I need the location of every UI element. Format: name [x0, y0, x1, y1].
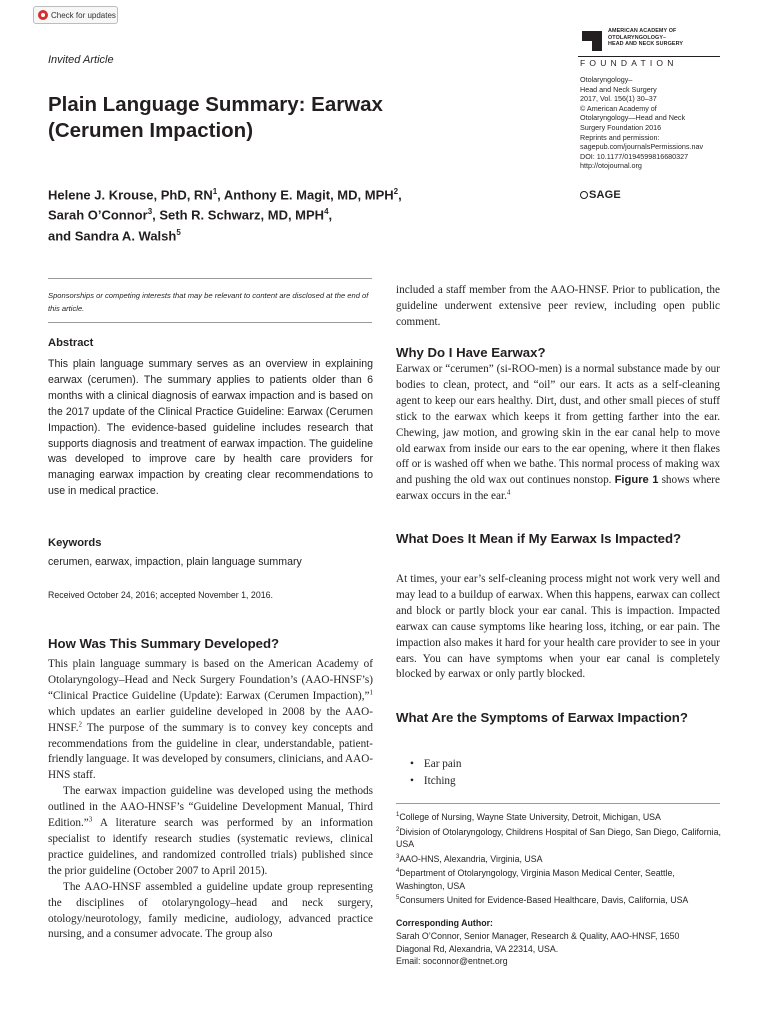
affiliation-text: Consumers United for Evidence-Based Healthcare, Davis, California, USA: [399, 895, 689, 906]
affiliation: [396, 851, 722, 866]
text-run: Earwax or “cerumen” (si-ROO-men) is a normal substance made by our bodies to clean, protect, and “oil” our ears. It acts as a self-cleaning agent to keep our ears healthy. Dirt, dust, and other small pieces of stuff stick to the earwax which keeps it from getting farther into the ear. Chewing, jaw motion, and growing skin in the ear canal help to move old earwax from inside our ears to the ear opening, where it then flakes off or is washed off when we bathe. This normal process of making wax and pushing the old wax out continues nonstop.: [396, 363, 720, 487]
author-name: Seth R. Schwarz, MD, MPH: [159, 207, 325, 223]
paper-title: [48, 92, 508, 144]
sage-label: SAGE: [589, 189, 621, 201]
author-name: and Sandra A. Walsh: [48, 227, 177, 243]
affiliation: [396, 865, 722, 892]
journal-url-link[interactable]: http://otojournal.org: [580, 161, 642, 171]
journal-info: [580, 75, 730, 171]
section-heading-impacted: What Does It Mean if My Earwax Is Impacted?: [396, 531, 682, 546]
section-heading-summary-developed: How Was This Summary Developed?: [48, 636, 280, 651]
author-sup: 1: [212, 187, 218, 196]
author-sup: 4: [324, 207, 329, 217]
check-updates-icon: [38, 10, 48, 20]
journal-info-line: Otolaryngology–: [580, 75, 633, 84]
journal-info-line: Surgery Foundation 2016: [580, 122, 662, 132]
logo-text: [608, 28, 683, 48]
corresponding-author: [396, 930, 722, 968]
paragraph: [48, 657, 373, 784]
symptom-list: [410, 756, 462, 790]
figure-ref-link[interactable]: Figure 1: [614, 474, 659, 487]
title-line-1: Plain Language Summary: Earwax: [48, 93, 383, 116]
logo-foundation: FOUNDATION: [580, 58, 678, 68]
article-type: Invited Article: [48, 54, 114, 66]
paragraph: The AAO-HNSF assembled a guideline update group representing the disciplines of otolaryngology–head and neck surgery, otology/neurotology, family medicine, audiology, advanced practice nursing, and a consumer advocate. The group also: [48, 880, 373, 941]
sage-icon: [580, 191, 588, 199]
section-body-continued: included a staff member from the AAO-HNSF. Prior to publication, the guideline underwent extensive peer review, including open public comment.: [396, 284, 720, 328]
affiliation-sup: 4: [396, 868, 400, 875]
divider: [48, 278, 372, 279]
corresponding-line: Diagonal Rd, Alexandria, VA 22314, USA.: [396, 943, 559, 954]
logo-line-2: OTOLARYNGOLOGY–: [608, 34, 667, 41]
affiliation-text: Department of Otolaryngology, Virginia Mason Medical Center, Seattle, Washington, USA: [396, 868, 675, 891]
permissions-link[interactable]: sagepub.com/journalsPermissions.nav: [580, 142, 704, 152]
author-sup: 5: [176, 227, 181, 237]
author-line: [48, 224, 518, 244]
affiliation-sup: 1: [396, 812, 400, 818]
text-run: The purpose of the summary is to convey key concepts and recommendations from the guideline in clear, understandable, patient-friendly language. It was developed by consumers, clinicians, and AAO-HNS staff.: [48, 721, 373, 782]
keywords-text: cerumen, earwax, impaction, plain language summary: [48, 556, 302, 568]
affiliations: [396, 809, 722, 907]
text-run: The earwax impaction guideline was developed using the methods outlined in the AAO-HNSF’s “Guideline Development Manual, Third Edition.”: [48, 785, 373, 830]
journal-info-line: Otolaryngology—Head and Neck: [580, 113, 686, 123]
author-name: Helene J. Krouse, PhD, RN: [48, 187, 213, 203]
author-list: [48, 183, 518, 244]
author-line: Sarah O’Connor$^3$, Seth R. Schwarz, MD, MPH$^4$,: [48, 207, 333, 223]
logo-divider: [578, 56, 720, 57]
text-run: This plain language summary is based on the American Academy of Otolaryngology–Head and Neck Surgery Foundation’s (AAO-HNSF’s) “Clinical Practice Guideline (Update): Earwax (Cerumen Impaction),”: [48, 658, 373, 702]
paragraph: [48, 784, 373, 879]
text-run: which updates an earlier guideline developed in 2008 by the AAO-HNSF.: [48, 705, 373, 734]
author-sup: 2: [393, 187, 399, 196]
text-run: A literature search was performed by an information specialist to identify research studies (systematic reviews, clinical practice guidelines, and randomized controlled trials) published since the prior guideline (October 2007 to April 2015).: [48, 817, 373, 877]
affiliation: [396, 809, 722, 824]
sponsorship-note: Sponsorships or competing interests that may be relevant to content are disclosed at the end of this article.: [48, 291, 369, 313]
corresponding-author-heading: Corresponding Author:: [396, 918, 493, 928]
divider: [396, 803, 720, 804]
journal-info-line: Reprints and permission:: [580, 132, 660, 142]
keywords-heading: Keywords: [48, 537, 102, 549]
citation-ref[interactable]: 2: [78, 719, 83, 728]
abstract-text: This plain language summary serves as an overview in explaining earwax (cerumen). The summary applies to patients older than 6 months with a clinical diagnosis of earwax impaction and is based on the 2017 update of the Clinical Practice Guideline: Earwax (Cerumen Impaction). The evidence-based guideline includes research that supports diagnosis and treatment of earwax impaction. The guideline was developed to improve care by health care providers for managing earwax impaction by creating clear recommendations to use in medical practice.: [48, 358, 373, 498]
divider: [48, 322, 372, 323]
corresponding-line: Sarah O’Connor, Senior Manager, Research & Quality, AAO-HNSF, 1650: [396, 931, 680, 941]
citation-ref[interactable]: 3: [88, 815, 93, 824]
list-item: • Ear pain: [410, 756, 462, 773]
title-line-2: (Cerumen Impaction): [48, 119, 254, 142]
section-heading-why-earwax: Why Do I Have Earwax?: [396, 345, 546, 360]
affiliation: [396, 824, 722, 851]
text-run: shows where earwax occurs in the ear.: [396, 474, 720, 503]
abstract-heading: Abstract: [48, 337, 94, 349]
section-body-impacted: At times, your ear’s self-cleaning process might not work very well and may lead to a buildup of earwax. When this happens, earwax can collect and block or partly block your ear canal. This is impaction. Impacted earwax can cause symptoms like hearing loss, itching, or ear pain. The impaction also makes it hard for your health care provider to see in your ears. You can have symptoms when your ear canal is completely blocked by earwax or only partly blocked.: [396, 573, 720, 681]
section-heading-symptoms: What Are the Symptoms of Earwax Impaction?: [396, 710, 688, 725]
aao-hnsf-logo-icon: [580, 29, 604, 53]
journal-info-line: 2017, Vol. 156(1) 30–37: [580, 94, 657, 104]
email-link[interactable]: Email: soconnor@entnet.org: [396, 956, 508, 967]
journal-info-line: Head and Neck Surgery: [580, 84, 657, 94]
doi-link[interactable]: DOI: 10.1177/0194599816680327: [580, 151, 689, 161]
affiliation-text: College of Nursing, Wayne State University, Detroit, Michigan, USA: [399, 811, 661, 822]
affiliation: [396, 892, 722, 907]
affiliation-sup: 5: [396, 895, 400, 902]
section-body-why-earwax: [396, 362, 720, 505]
section-body-summary-developed: [48, 657, 373, 943]
logo-line-1: AMERICAN ACADEMY OF: [608, 28, 677, 34]
author-sup: 3: [147, 207, 153, 217]
author-name: Sarah O’Connor: [48, 207, 148, 223]
list-item: • Itching: [410, 773, 462, 790]
author-name: Anthony E. Magit, MD, MPH: [223, 187, 394, 203]
citation-ref[interactable]: 1: [369, 688, 373, 697]
author-line: Helene J. Krouse, PhD, $RN^1$, Anthony E. Magit, MD, MPH$^2$,: [48, 187, 402, 203]
affiliation-text: Division of Otolaryngology, Childrens Hospital of San Diego, San Diego, California, USA: [396, 826, 721, 850]
sage-logo: [580, 189, 621, 201]
logo-line-3: HEAD AND NECK SURGERY: [608, 41, 684, 48]
journal-info-line: © American Academy of: [580, 103, 657, 113]
check-for-updates-button[interactable]: [33, 6, 118, 24]
affiliation-text: AAO-HNS, Alexandria, Virginia, USA: [399, 853, 543, 864]
check-updates-label: Check for updates: [51, 11, 116, 20]
affiliation-sup: 3: [396, 853, 400, 860]
citation-ref[interactable]: 4: [506, 488, 511, 497]
received-date: Received October 24, 2016; accepted November 1, 2016.: [48, 590, 273, 600]
affiliation-sup: 2: [396, 826, 400, 833]
